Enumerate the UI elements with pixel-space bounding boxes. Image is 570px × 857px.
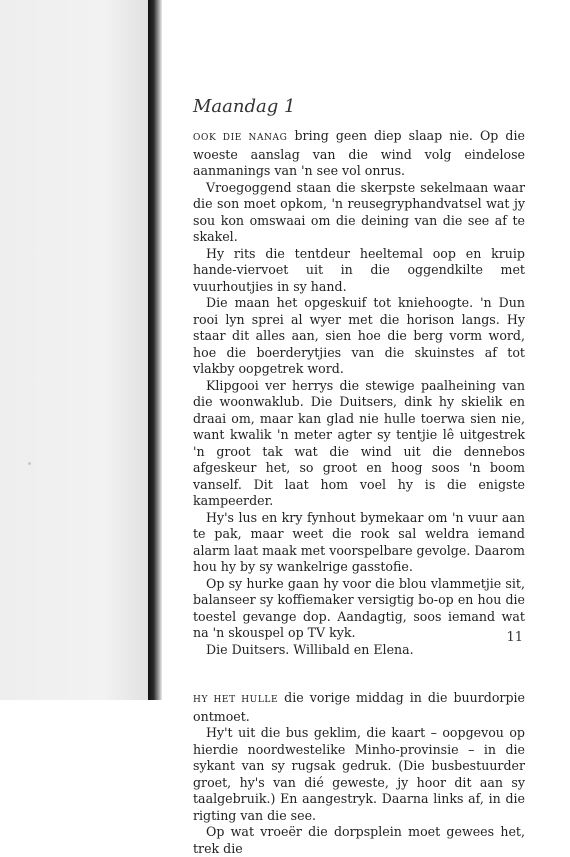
smallcaps-lead: HY HET HULLE bbox=[193, 695, 279, 705]
section-break bbox=[193, 658, 525, 690]
book-gutter bbox=[148, 0, 162, 700]
chapter-heading: Maandag 1 bbox=[193, 96, 296, 117]
paragraph: Die maan het opgeskuif tot kniehoogte. 'n Dun rooi lyn sprei al wyer met die horison langs. Hy staar dit alles aan, sien hoe die berg vorm word, hoe die boerderytjies van die skuinstes af tot vlakby oopgetrek word. bbox=[193, 295, 525, 376]
paragraph: Hy't uit die bus geklim, die kaart – oopgevou op hierdie noordwestelike Minho-provinsie – in die sykant van sy rugsak gedruk. (Die busbestuurder groet, hy's van dié geweste, jy hoor dit aan sy taalgebruik.) En aangestryk. Daarna links af, in die rigting van die see. bbox=[193, 725, 525, 823]
paper-speck bbox=[28, 462, 31, 465]
paragraph: Vroegoggend staan die skerpste sekelmaan waar die son moet opkom, 'n reusegryphandvatsel wat jy sou kon omswaai om die deining van die see af te skakel. bbox=[193, 179, 525, 244]
paragraph-opening bbox=[193, 128, 525, 180]
paragraph: Op sy hurke gaan hy voor die blou vlammetjie sit, balanseer sy koffiemaker versigtig bo-op en hou die toestel gevange dop. Aandagtig, soos iemand wat na 'n skouspel op TV kyk. bbox=[193, 575, 525, 640]
smallcaps-lead: OOK DIE NANAG bbox=[193, 133, 288, 143]
paragraph: Hy rits die tentdeur heeltemal oop en kruip hande-viervoet uit in die oggendkilte met vuurhoutjies in sy hand. bbox=[193, 245, 525, 294]
page-text bbox=[193, 96, 525, 857]
paragraph: Klipgooi ver herrys die stewige paalheining van die woonwaklub. Die Duitsers, dink hy skielik en draai om, maar kan glad nie hulle toerwa sien nie, want kwalik 'n meter agter sy tentjie lê uitgestrek 'n groot tak wat die wind uit die dennebos afgeskeur het, so groot en hoog soos 'n boom vanself. Dit laat hom voel hy is die enigste kampeerder. bbox=[193, 377, 525, 508]
paragraph-text: die vorige middag in die buurdorpie ontmoet. bbox=[193, 690, 525, 724]
paragraph-text: bring geen diep slaap nie. Op die woeste aanslag van die wind volg eindelose aanmanings van 'n see vol onrus. bbox=[193, 128, 525, 178]
paragraph: Op wat vroeër die dorpsplein moet gewees het, trek die bbox=[193, 824, 525, 856]
paragraph: Die Duitsers. Willibald en Elena. bbox=[206, 641, 414, 657]
paragraph-opening bbox=[193, 690, 525, 725]
page-number: 11 bbox=[506, 630, 523, 645]
paragraph: Hy's lus en kry fynhout bymekaar om 'n vuur aan te pak, maar weet die rook sal weldra iemand alarm laat maak met voorspelbare gevolge. Daarom hou hy by sy wankelrige gasstofie. bbox=[193, 509, 525, 574]
facing-page bbox=[0, 0, 148, 700]
